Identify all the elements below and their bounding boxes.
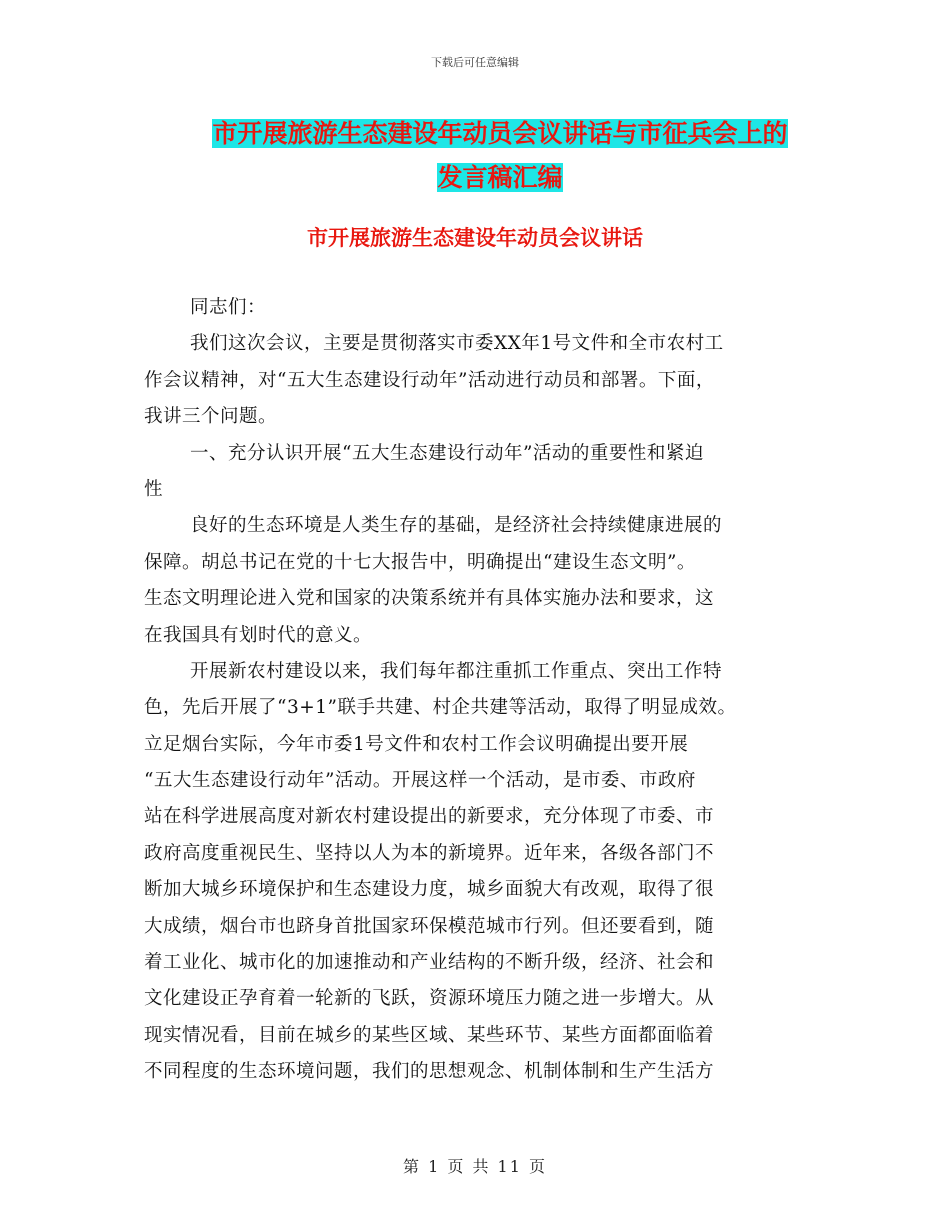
- paragraph-line: 良好的生态环境是人类生存的基础，是经济社会持续健康进展的: [190, 515, 723, 537]
- paragraph-line: 断加大城乡环境保护和生态建设力度，城乡面貌大有改观，取得了很: [144, 879, 715, 901]
- paragraph-line: 大成绩，烟台市也跻身首批国家环保模范城市行列。但还要看到，随: [144, 915, 715, 937]
- paragraph-line: 色，先后开展了“3+1”联手共建、村企共建等活动，取得了明显成效。: [144, 697, 737, 719]
- paragraph-line: 作会议精神，对“五大生态建设行动年”活动进行动员和部署。下面，: [144, 369, 715, 391]
- paragraph-line: 政府高度重视民生、坚持以人为本的新境界。近年来，各级各部门不: [144, 842, 715, 864]
- paragraph-line: 性: [144, 478, 164, 500]
- paragraph-line: 我们这次会议，主要是贯彻落实市委XX年1号文件和全市农村工: [190, 333, 724, 355]
- header-note: 下载后可任意编辑: [431, 56, 519, 69]
- document-title-line-2: 发言稿汇编: [437, 163, 563, 192]
- body-text: [144, 290, 808, 1091]
- page-number-footer: 第 1 页 共 11 页: [403, 1157, 547, 1176]
- paragraph-line: 同志们：: [190, 297, 267, 318]
- paragraph-line: 文化建设正孕育着一轮新的飞跃，资源环境压力随之进一步增大。从: [144, 988, 715, 1010]
- paragraph-line: “五大生态建设行动年”活动。开展这样一个活动，是市委、市政府: [144, 770, 696, 792]
- section-title: 市开展旅游生态建设年动员会议讲话: [307, 226, 643, 250]
- paragraph-line: 生态文明理论进入党和国家的决策系统并有具体实施办法和要求，这: [144, 588, 715, 610]
- paragraph-line: 开展新农村建设以来，我们每年都注重抓工作重点、突出工作特: [190, 660, 723, 682]
- document-title-line-1: 市开展旅游生态建设年动员会议讲话与市征兵会上的: [212, 119, 788, 148]
- paragraph-line: 着工业化、城市化的加速推动和产业结构的不断升级，经济、社会和: [144, 952, 715, 974]
- paragraph-line: 站在科学进展高度对新农村建设提出的新要求，充分体现了市委、市: [144, 806, 715, 828]
- paragraph-line: 我讲三个问题。: [144, 406, 278, 428]
- paragraph-line: 在我国具有划时代的意义。: [144, 624, 373, 646]
- paragraph-line: 保障。胡总书记在党的十七大报告中，明确提出“建设生态文明”。: [144, 551, 696, 573]
- paragraph-line: 立足烟台实际，今年市委1号文件和农村工作会议明确提出要开展: [144, 733, 689, 755]
- paragraph-line: 现实情况看，目前在城乡的某些区域、某些环节、某些方面都面临着: [144, 1024, 715, 1046]
- paragraph-line: 不同程度的生态环境问题，我们的思想观念、机制体制和生产生活方: [144, 1061, 715, 1083]
- document-title: [150, 112, 850, 200]
- paragraph-line: 一、充分认识开展“五大生态建设行动年”活动的重要性和紧迫: [190, 442, 704, 464]
